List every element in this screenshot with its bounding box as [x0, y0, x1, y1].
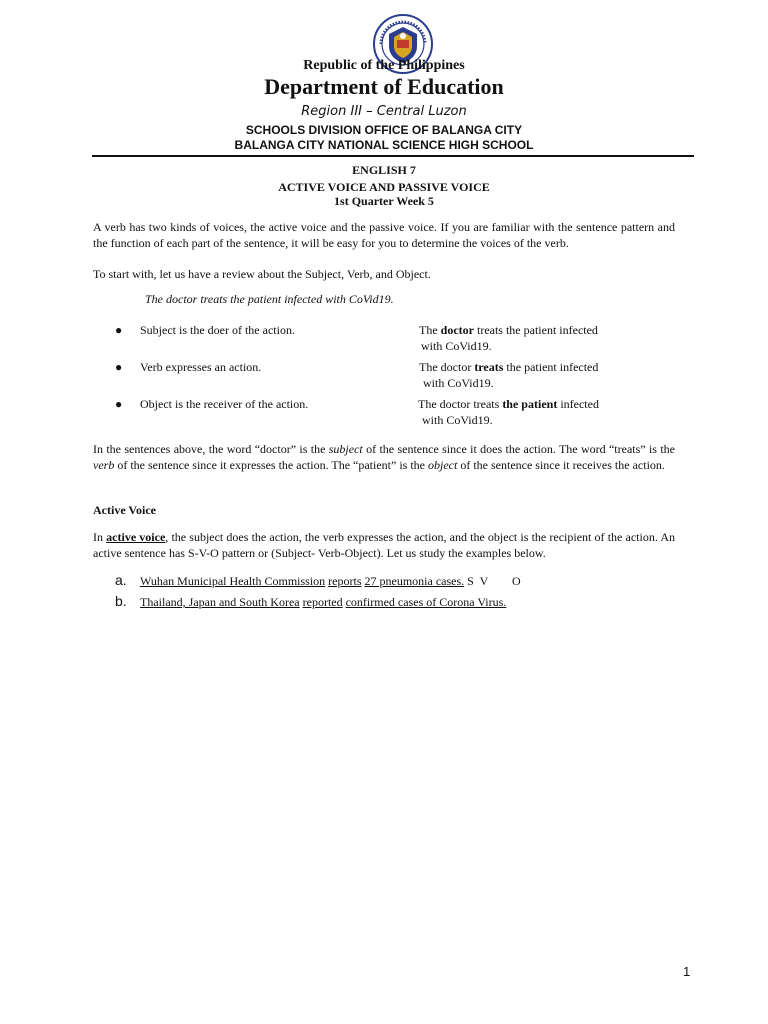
school-name: BALANGA CITY NATIONAL SCIENCE HIGH SCHOOL: [234, 138, 534, 152]
bullet-example: The doctor treats the patient infected with CoVid19.: [419, 360, 599, 390]
bullet-text: Verb expresses an action.: [140, 360, 262, 374]
explanation-paragraph: In the sentences above, the word “doctor” is the subject of the sentence since it does the action. The word “treats” is the verb of the sentence since it expresses the action. The “patient” is the object of the sentence since it receives the action.: [93, 442, 675, 472]
lesson-week: 1st Quarter Week 5: [334, 194, 434, 208]
intro-paragraph: A verb has two kinds of voices, the active voice and the passive voice. If you are familiar with the sentence pattern and the function of each part of the sentence, it will be easy for you to determine the voices of the verb.: [93, 220, 675, 250]
region-label: Region III – Central Luzon: [301, 104, 467, 119]
bullet-example: The doctor treats the patient infected with CoVid19.: [418, 397, 599, 427]
republic-heading: Republic of the Philippines: [303, 58, 465, 73]
example-subject: Thailand, Japan and South Korea: [140, 595, 300, 609]
bullet-icon: ●: [115, 397, 123, 411]
highlighted-word: doctor: [440, 323, 474, 337]
example-verb: reports: [328, 574, 362, 588]
bullet-text: Object is the receiver of the action.: [140, 397, 309, 411]
example-sentence: The doctor treats the patient infected with CoVid19.: [145, 292, 394, 306]
example-verb: reported: [302, 595, 343, 609]
page-number: 1: [683, 964, 691, 979]
review-paragraph: To start with, let us have a review about the Subject, Verb, and Object.: [93, 267, 431, 281]
bullet-text: Subject is the doer of the action.: [140, 323, 295, 337]
highlighted-word: the patient: [502, 397, 558, 411]
example-object: confirmed cases of Corona Virus.: [345, 595, 507, 609]
division-office-label: SCHOOLS DIVISION OFFICE OF BALANGA CITY: [245, 123, 523, 137]
header-divider: [92, 155, 694, 157]
example-object: 27 pneumonia cases.: [364, 574, 465, 588]
department-title: Department of Education: [264, 74, 504, 99]
example-subject: Wuhan Municipal Health Commission: [140, 574, 326, 588]
highlighted-word: treats: [474, 360, 504, 374]
bullet-icon: ●: [115, 360, 123, 374]
active-voice-heading: Active Voice: [93, 503, 156, 517]
list-item: b. Thailand, Japan and South Korea reported confirmed cases of Corona Virus.: [115, 593, 507, 609]
lesson-topic: ACTIVE VOICE AND PASSIVE VOICE: [278, 180, 490, 194]
subject-title: ENGLISH 7: [352, 163, 416, 177]
list-item: a. Wuhan Municipal Health Commission reports 27 pneumonia cases. S V O: [115, 572, 521, 588]
active-voice-term: active voice: [106, 530, 166, 544]
svo-labels: S V O: [464, 574, 521, 588]
bullet-example: The doctor treats the patient infected with CoVid19.: [419, 323, 598, 353]
active-voice-definition: In active voice, the subject does the action, the verb expresses the action, and the object is the recipient of the action. An active sentence has S-V-O pattern or (Subject- Verb-Object). Let us study the examples below.: [93, 530, 675, 560]
bullet-icon: ●: [115, 323, 123, 337]
